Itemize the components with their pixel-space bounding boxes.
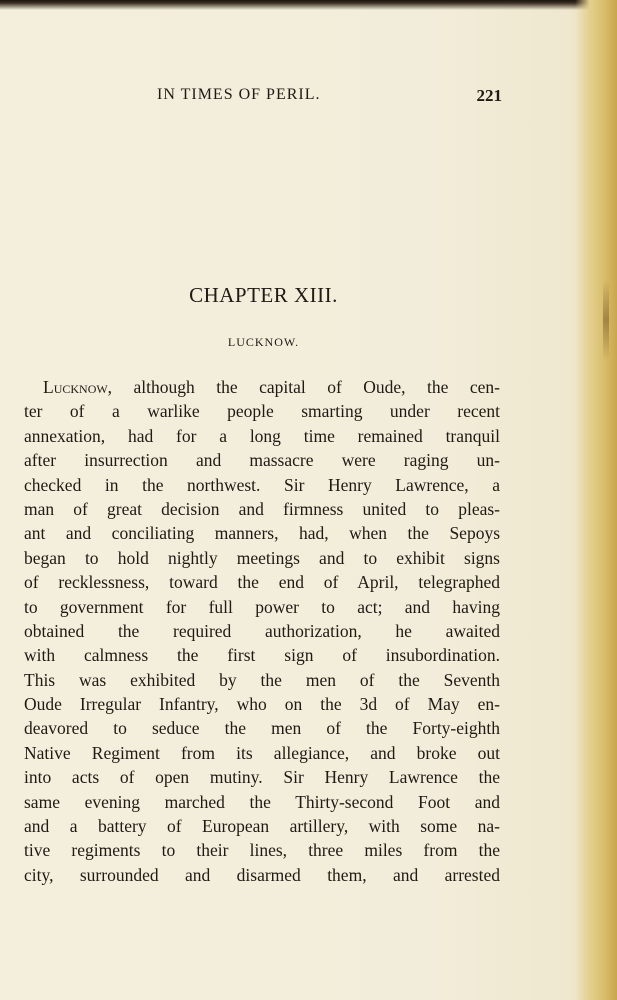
page-number: 221 bbox=[476, 86, 502, 105]
text-line: to government for full power to act; and having bbox=[24, 596, 500, 617]
text-line: same evening marched the Thirty-second Foot and bbox=[24, 791, 500, 812]
running-head: IN TIMES OF PERIL. bbox=[157, 86, 321, 103]
chapter-subtitle: LUCKNOW. bbox=[227, 335, 300, 349]
text-line: checked in the northwest. Sir Henry Lawrence, a bbox=[24, 474, 500, 495]
body-text bbox=[24, 375, 500, 887]
text-line: ant and conciliating manners, had, when the Sepoys bbox=[24, 523, 500, 544]
text-line: Native Regiment from its allegiance, and broke out bbox=[24, 742, 500, 763]
chapter-title: CHAPTER XIII. bbox=[189, 283, 338, 307]
text-line: and a battery of European artillery, with some na- bbox=[24, 816, 500, 837]
text-line: with calmness the first sign of insubordination. bbox=[24, 645, 500, 666]
text-line: obtained the required authorization, he awaited bbox=[24, 620, 500, 641]
page-header bbox=[157, 86, 502, 110]
opening-word: Lucknow, bbox=[43, 377, 113, 397]
text-line: city, surrounded and disarmed them, and arrested bbox=[24, 864, 500, 885]
text-line: Oude Irregular Infantry, who on the 3d of May en- bbox=[24, 694, 500, 715]
text-line: man of great decision and firmness united to pleas- bbox=[24, 498, 500, 519]
text-line: began to hold nightly meetings and to exhibit signs bbox=[24, 547, 500, 568]
text-line: ter of a warlike people smarting under recent bbox=[24, 401, 500, 422]
text-line: of recklessness, toward the end of April, telegraphed bbox=[24, 572, 500, 593]
text-line bbox=[24, 375, 500, 399]
text-line: deavored to seduce the men of the Forty-eighth bbox=[24, 718, 500, 739]
page-top-edge-shadow bbox=[0, 0, 617, 10]
text-line: after insurrection and massacre were raging un- bbox=[24, 450, 500, 471]
text-line: into acts of open mutiny. Sir Henry Lawrence the bbox=[24, 767, 500, 788]
text-line: tive regiments to their lines, three miles from the bbox=[24, 840, 500, 861]
page-edge-stain bbox=[603, 280, 609, 360]
page-right-edge-binding bbox=[575, 0, 617, 1000]
first-line-rest: although the capital of Oude, the cen- bbox=[112, 377, 500, 397]
text-line: annexation, had for a long time remained tranquil bbox=[24, 425, 500, 446]
text-line: This was exhibited by the men of the Seventh bbox=[24, 669, 500, 690]
